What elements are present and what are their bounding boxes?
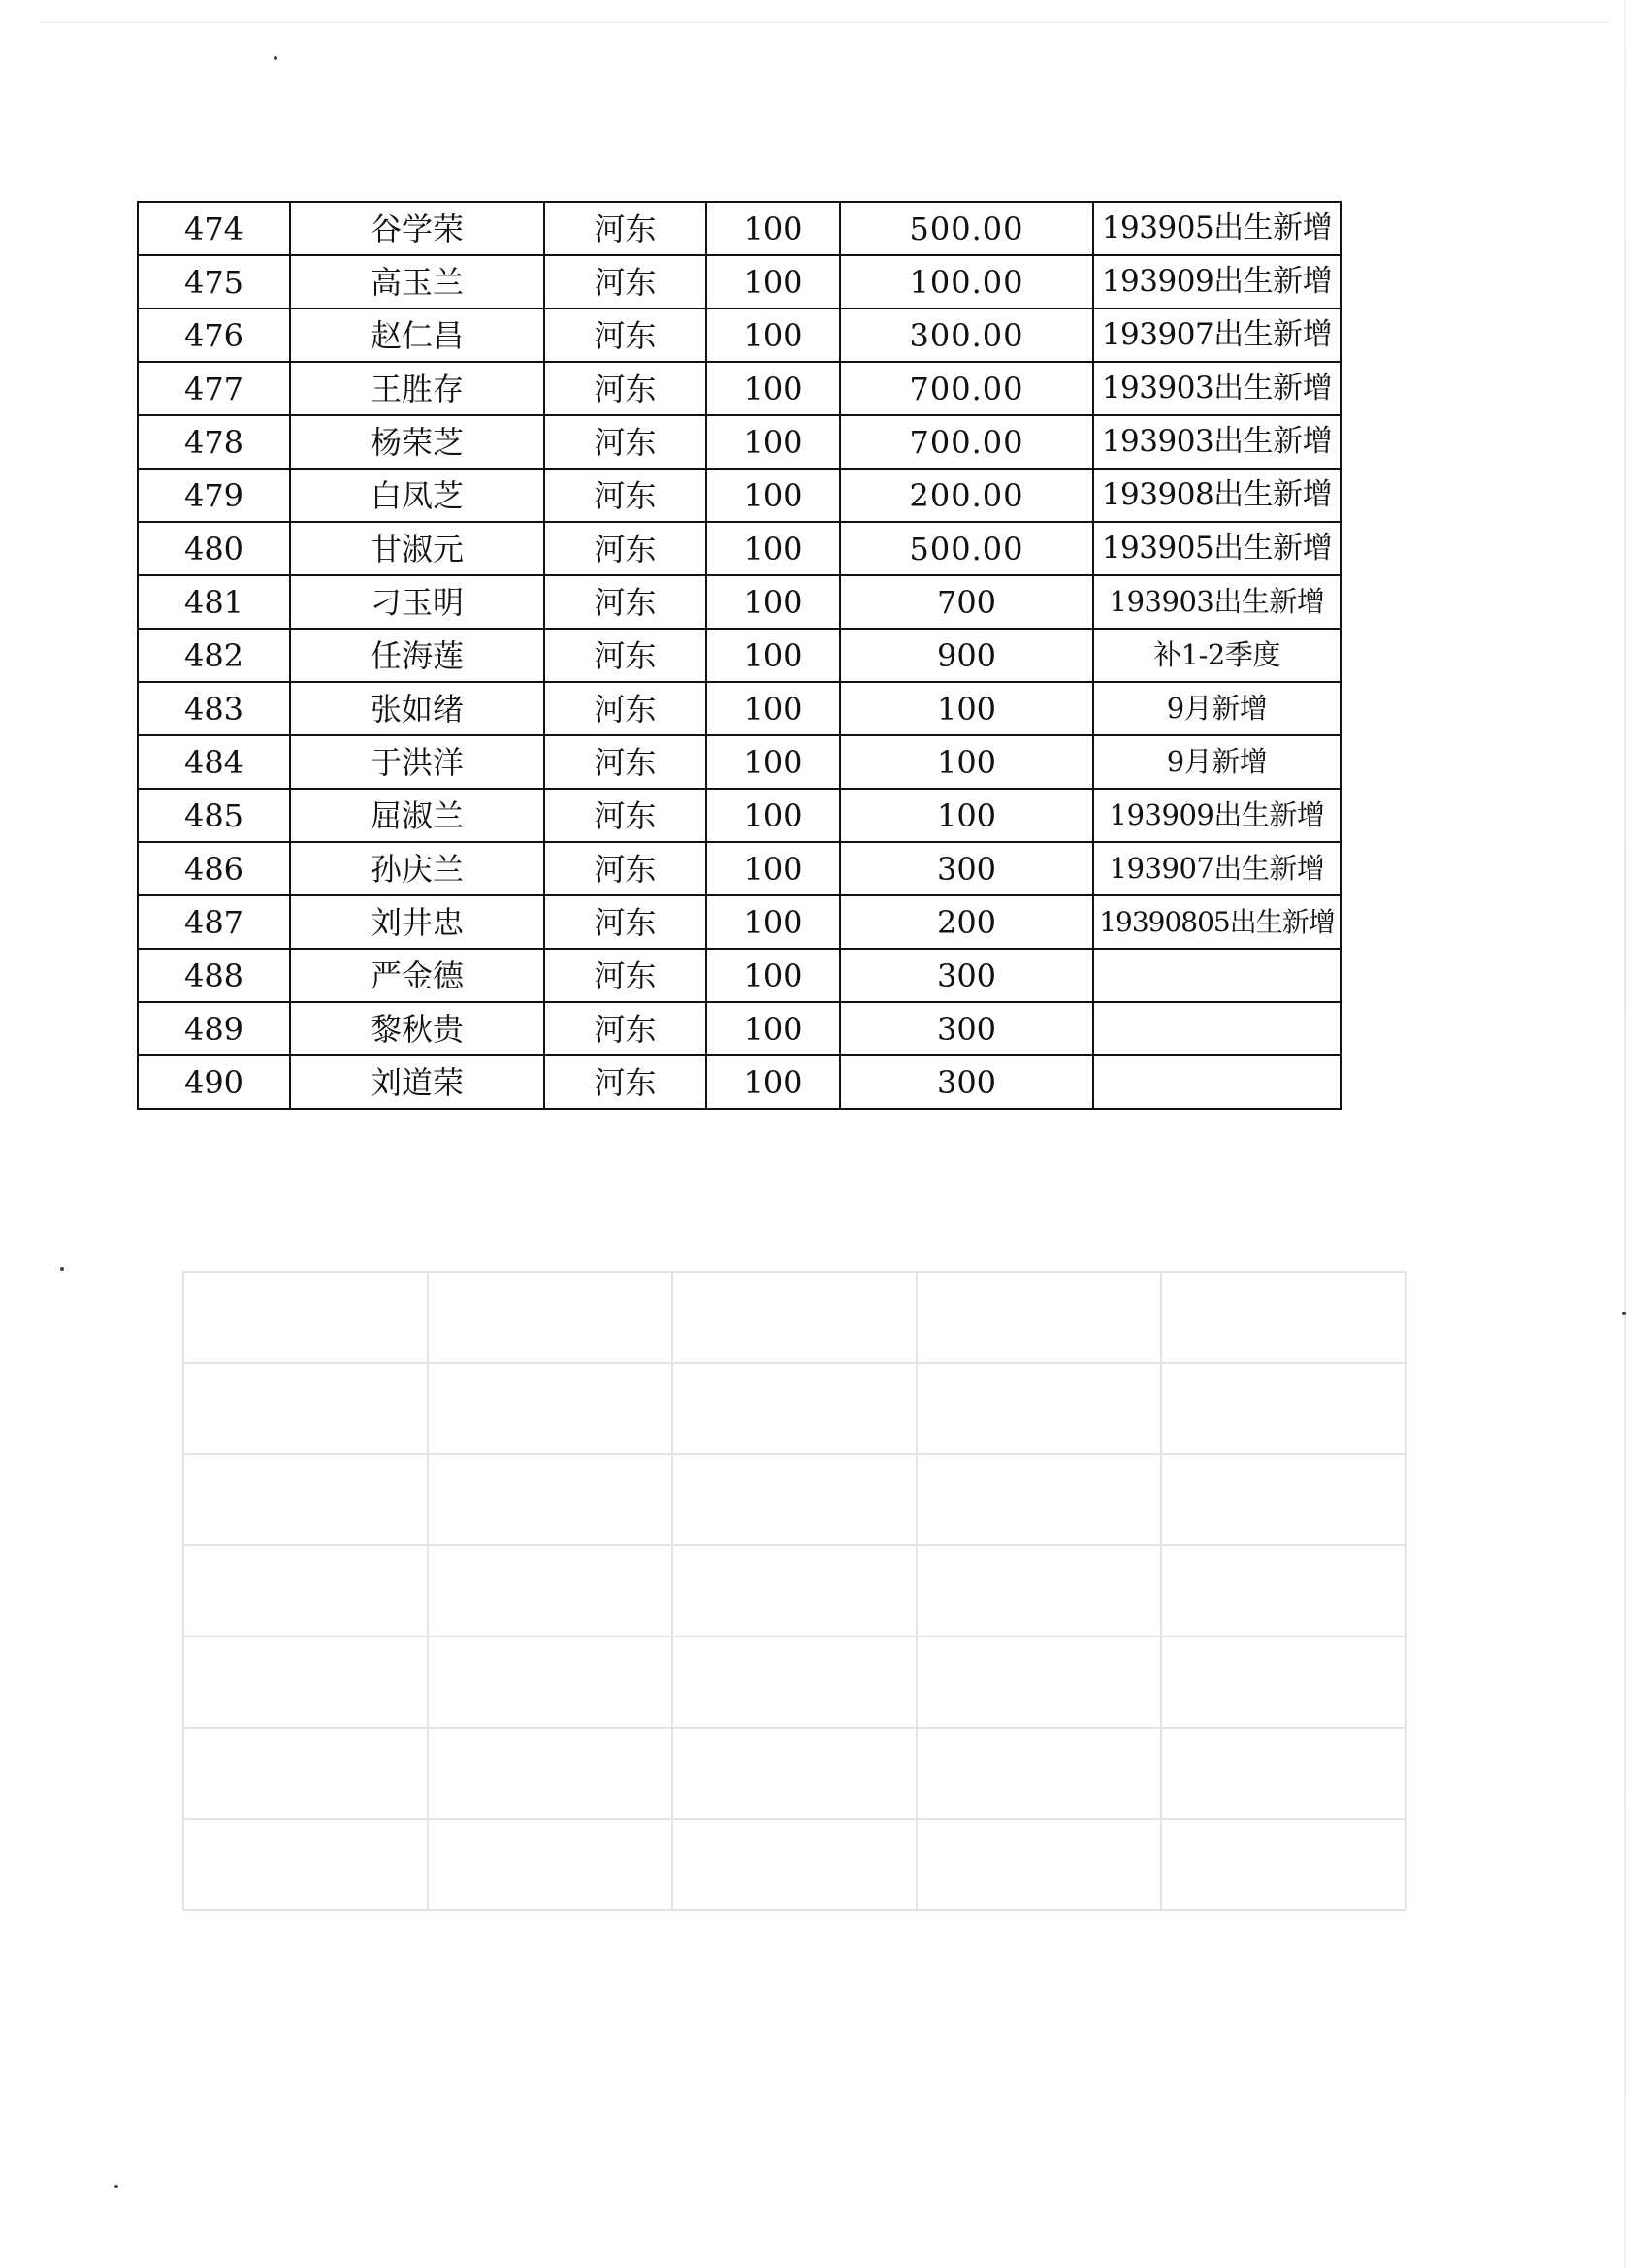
note: 193907出生新增 [1093, 842, 1341, 895]
row-number: 489 [138, 1002, 290, 1055]
standard: 100 [706, 469, 840, 522]
area: 河东 [544, 522, 706, 575]
amount: 100.00 [840, 255, 1093, 308]
table-row [138, 522, 1341, 575]
row-number: 474 [138, 202, 290, 255]
row-number: 480 [138, 522, 290, 575]
note: 193903出生新增 [1093, 415, 1341, 469]
amount: 100 [840, 682, 1093, 735]
row-number: 490 [138, 1055, 290, 1109]
area: 河东 [544, 949, 706, 1002]
amount: 100 [840, 789, 1093, 842]
standard: 100 [706, 682, 840, 735]
amount: 300 [840, 842, 1093, 895]
note: 193905出生新增 [1093, 202, 1341, 255]
person-name: 谷学荣 [290, 202, 544, 255]
row-number: 483 [138, 682, 290, 735]
area: 河东 [544, 789, 706, 842]
note [1093, 1002, 1341, 1055]
note: 193907出生新增 [1093, 308, 1341, 362]
standard: 100 [706, 362, 840, 415]
person-name: 张如绪 [290, 682, 544, 735]
reverse-side-show-through [182, 1271, 1406, 1911]
table-row [138, 682, 1341, 735]
standard: 100 [706, 895, 840, 949]
amount: 100 [840, 735, 1093, 789]
person-name: 白凤芝 [290, 469, 544, 522]
area: 河东 [544, 682, 706, 735]
row-number: 478 [138, 415, 290, 469]
page-right-edge [1624, 0, 1626, 2268]
row-number: 481 [138, 575, 290, 629]
row-number: 482 [138, 629, 290, 682]
person-name: 刘井忠 [290, 895, 544, 949]
note: 193909出生新增 [1093, 789, 1341, 842]
person-name: 杨荣芝 [290, 415, 544, 469]
amount: 700.00 [840, 362, 1093, 415]
area: 河东 [544, 735, 706, 789]
area: 河东 [544, 415, 706, 469]
person-name: 孙庆兰 [290, 842, 544, 895]
row-number: 488 [138, 949, 290, 1002]
scan-speck [114, 2185, 118, 2188]
area: 河东 [544, 308, 706, 362]
person-name: 高玉兰 [290, 255, 544, 308]
note: 193908出生新增 [1093, 469, 1341, 522]
table-row [138, 308, 1341, 362]
standard: 100 [706, 415, 840, 469]
row-number: 484 [138, 735, 290, 789]
person-name: 甘淑元 [290, 522, 544, 575]
standard: 100 [706, 308, 840, 362]
area: 河东 [544, 629, 706, 682]
standard: 100 [706, 949, 840, 1002]
area: 河东 [544, 469, 706, 522]
standard: 100 [706, 575, 840, 629]
standard: 100 [706, 522, 840, 575]
note: 193903出生新增 [1093, 362, 1341, 415]
scan-speck [1622, 1312, 1626, 1315]
person-name: 王胜存 [290, 362, 544, 415]
area: 河东 [544, 362, 706, 415]
standard: 100 [706, 1055, 840, 1109]
note: 19390805出生新增 [1093, 895, 1341, 949]
area: 河东 [544, 1055, 706, 1109]
amount: 700.00 [840, 415, 1093, 469]
table-row [138, 575, 1341, 629]
person-name: 于洪洋 [290, 735, 544, 789]
area: 河东 [544, 895, 706, 949]
standard: 100 [706, 789, 840, 842]
row-number: 485 [138, 789, 290, 842]
table-row [138, 415, 1341, 469]
scan-speck [60, 1267, 64, 1271]
row-number: 486 [138, 842, 290, 895]
amount: 900 [840, 629, 1093, 682]
row-number: 476 [138, 308, 290, 362]
note: 193905出生新增 [1093, 522, 1341, 575]
amount: 300 [840, 1055, 1093, 1109]
table-row [138, 949, 1341, 1002]
row-number: 479 [138, 469, 290, 522]
standard: 100 [706, 202, 840, 255]
person-name: 任海莲 [290, 629, 544, 682]
standard: 100 [706, 629, 840, 682]
person-name: 黎秋贵 [290, 1002, 544, 1055]
person-name: 屈淑兰 [290, 789, 544, 842]
table-row [138, 842, 1341, 895]
amount: 300.00 [840, 308, 1093, 362]
area: 河东 [544, 255, 706, 308]
standard: 100 [706, 1002, 840, 1055]
area: 河东 [544, 575, 706, 629]
person-name: 刁玉明 [290, 575, 544, 629]
table-row [138, 629, 1341, 682]
table-row [138, 362, 1341, 415]
amount: 200 [840, 895, 1093, 949]
table-row [138, 789, 1341, 842]
amount: 500.00 [840, 202, 1093, 255]
person-name: 严金德 [290, 949, 544, 1002]
row-number: 477 [138, 362, 290, 415]
person-name: 赵仁昌 [290, 308, 544, 362]
scan-speck [274, 56, 277, 60]
table-row [138, 1055, 1341, 1109]
amount: 300 [840, 1002, 1093, 1055]
note [1093, 1055, 1341, 1109]
note [1093, 949, 1341, 1002]
amount: 700 [840, 575, 1093, 629]
table-body [138, 202, 1341, 1109]
table-row [138, 469, 1341, 522]
note: 9月新增 [1093, 682, 1341, 735]
area: 河东 [544, 842, 706, 895]
row-number: 475 [138, 255, 290, 308]
note: 193909出生新增 [1093, 255, 1341, 308]
subsidy-roster-table [137, 201, 1342, 1110]
standard: 100 [706, 735, 840, 789]
note: 193903出生新增 [1093, 575, 1341, 629]
area: 河东 [544, 1002, 706, 1055]
note: 补1-2季度 [1093, 629, 1341, 682]
standard: 100 [706, 255, 840, 308]
table-row [138, 895, 1341, 949]
reverse-side-table-ghost [182, 1271, 1406, 1911]
table-row [138, 735, 1341, 789]
note: 9月新增 [1093, 735, 1341, 789]
row-number: 487 [138, 895, 290, 949]
amount: 200.00 [840, 469, 1093, 522]
table-row [138, 255, 1341, 308]
table-row [138, 1002, 1341, 1055]
amount: 500.00 [840, 522, 1093, 575]
standard: 100 [706, 842, 840, 895]
area: 河东 [544, 202, 706, 255]
amount: 300 [840, 949, 1093, 1002]
page-top-edge [39, 21, 1610, 23]
person-name: 刘道荣 [290, 1055, 544, 1109]
table-row [138, 202, 1341, 255]
